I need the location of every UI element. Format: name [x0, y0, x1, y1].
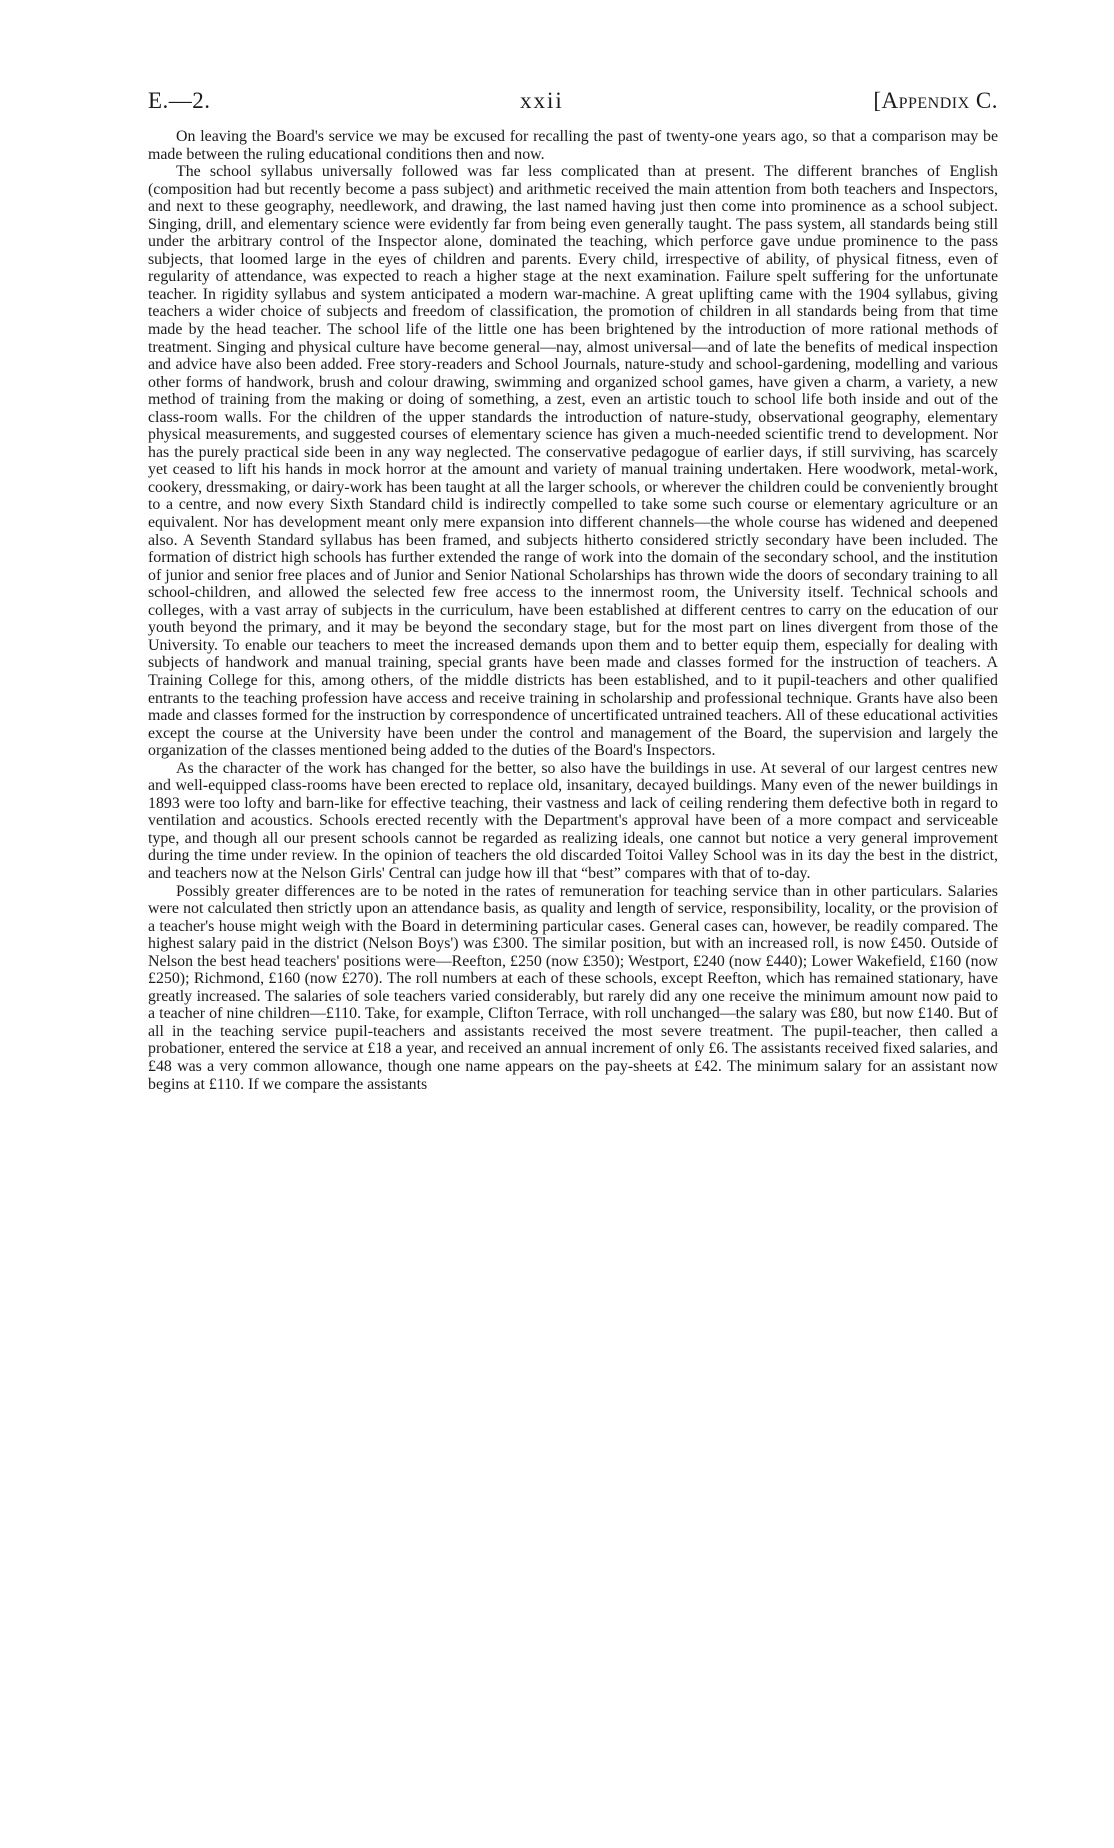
paragraph-buildings: As the character of the work has changed for the better, so also have the buildings in use. At several of our largest centres new and well-equipped class-rooms have been erected to replace old, insanitary, decayed buildings. Many even of the newer buildings in 1893 were too lofty and barn-like for effective teaching, their vastness and lack of ceiling rendering them defective both in regard to ventilation and acoustics. Schools erected recently with the Department's approval have been of a more compact and serviceable type, and though all our present schools cannot be regarded as realizing ideals, one cannot but notice a very general improvement during the time under review. In the opinion of teachers the old discarded Toitoi Valley School was in its day the best in the district, and teachers now at the Nelson Girls' Central can judge how ill that “best” compares with that of to-day.	[148, 759, 998, 882]
paragraph-salaries: Possibly greater differences are to be noted in the rates of remuneration for teaching service than in other particulars. Salaries were not calculated then strictly upon an attendance basis, as quality and length of service, responsibility, locality, or the provision of a teacher's house might weigh with the Board in determining particular cases. General cases can, however, be readily compared. The highest salary paid in the district (Nelson Boys') was £300. The similar position, but with an increased roll, is now £450. Outside of Nelson the best head teachers' positions were—Reefton, £250 (now £350); Westport, £240 (now £440); Lower Wakefield, £160 (now £250); Richmond, £160 (now £270). The roll numbers at each of these schools, except Reefton, which has remained stationary, have greatly increased. The salaries of sole teachers varied considerably, but rarely did any one receive the minimum amount now paid to a teacher of nine children—£110. Take, for example, Clifton Terrace, with roll unchanged—the salary was £80, but now £140. But of all in the teaching service pupil-teachers and assistants received the most severe treatment. The pupil-teacher, then called a probationer, entered the service at £18 a year, and received an annual increment of only £6. The assistants received fixed salaries, and £48 was a very common allowance, though one name appears on the pay-sheets at £42. The minimum salary for an assistant now begins at £110. If we compare the assistants	[148, 882, 998, 1093]
paragraph-intro: On leaving the Board's service we may be excused for recalling the past of twenty-one years ago, so that a comparison may be made between the ruling educational conditions then and now.	[148, 128, 998, 163]
paragraph-syllabus: The school syllabus universally followed was far less complicated than at present. The different branches of English (composition had but recently become a pass subject) and arithmetic received the main attention from both teachers and Inspectors, and next to these geography, needlework, and drawing, the last named having just then come into prominence as a school subject. Singing, drill, and elementary science were evidently far from being even generally taught. The pass system, all standards being still under the arbitrary control of the Inspector alone, dominated the teaching, which perforce gave undue prominence to the pass subjects, that loomed large in the eyes of children and parents. Every child, irrespective of ability, of physical fitness, even of regularity of attendance, was expected to reach a higher stage at the next examination. Failure spelt suffering for the unfortunate teacher. In rigidity syllabus and system anticipated a modern war-machine. A great uplifting came with the 1904 syllabus, giving teachers a wider choice of subjects and freedom of classification, the promotion of children in all standards being from that time made by the head teacher. The school life of the little one has been brightened by the introduction of more rational methods of treatment. Singing and physical culture have become general—nay, almost universal—and of late the benefits of medical inspection and advice have also been added. Free story-readers and School Journals, nature-study and school-gardening, modelling and various other forms of handwork, brush and colour drawing, swimming and organized school games, have given a charm, a variety, a new method of training from the making or doing of something, a zest, even an artistic touch to school life both inside and out of the class-room walls. For the children of the upper standards the introduction of nature-study, observational geography, elementary physical measurements, and suggested courses of elementary science has given a much-needed scientific trend to development. Nor has the purely practical side been in any way neglected. The conservative pedagogue of earlier days, if still surviving, has scarcely yet ceased to lift his hands in mock horror at the amount and variety of manual training undertaken. Here woodwork, metal-work, cookery, dressmaking, or dairy-work has been taught at all the larger schools, or wherever the children could be conveniently brought to a centre, and now every Sixth Standard child is indirectly compelled to take some such course or elementary agriculture or an equivalent. Nor has development meant only mere expansion into different channels—the whole course has widened and deepened also. A Seventh Standard syllabus has been framed, and subjects hitherto considered strictly secondary have been included. The formation of district high schools has further extended the range of work into the domain of the secondary school, and the institution of junior and senior free places and of Junior and Senior National Scholarships has thrown wide the doors of secondary training to all school-children, and allowed the selected few free access to the innermost room, the University itself. Technical schools and colleges, with a vast array of subjects in the curriculum, have been established at different centres to carry on the education of our youth beyond the primary, and it may be beyond the secondary stage, but for the most part on lines divergent from those of the University. To enable our teachers to meet the increased demands upon them and to better equip them, especially for dealing with subjects of handwork and manual training, special grants have been made and classes formed for the instruction of teachers. A Training College for this, among others, of the middle districts has been established, and to it pupil-teachers and other qualified entrants to the teaching profession have access and receive training in scholarship and professional technique. Grants have also been made and classes formed for the instruction by correspondence of uncertificated untrained teachers. All of these educational activities except the course at the University have been under the control and management of the Board, the supervision and largely the organization of the classes mentioned being added to the duties of the Board's Inspectors.	[148, 163, 998, 760]
header-reference: E.—2.	[148, 88, 211, 113]
page-header	[148, 88, 998, 114]
page-number: xxii	[520, 88, 564, 113]
body-text	[148, 128, 998, 1093]
header-appendix: [Appendix C.	[873, 88, 998, 113]
